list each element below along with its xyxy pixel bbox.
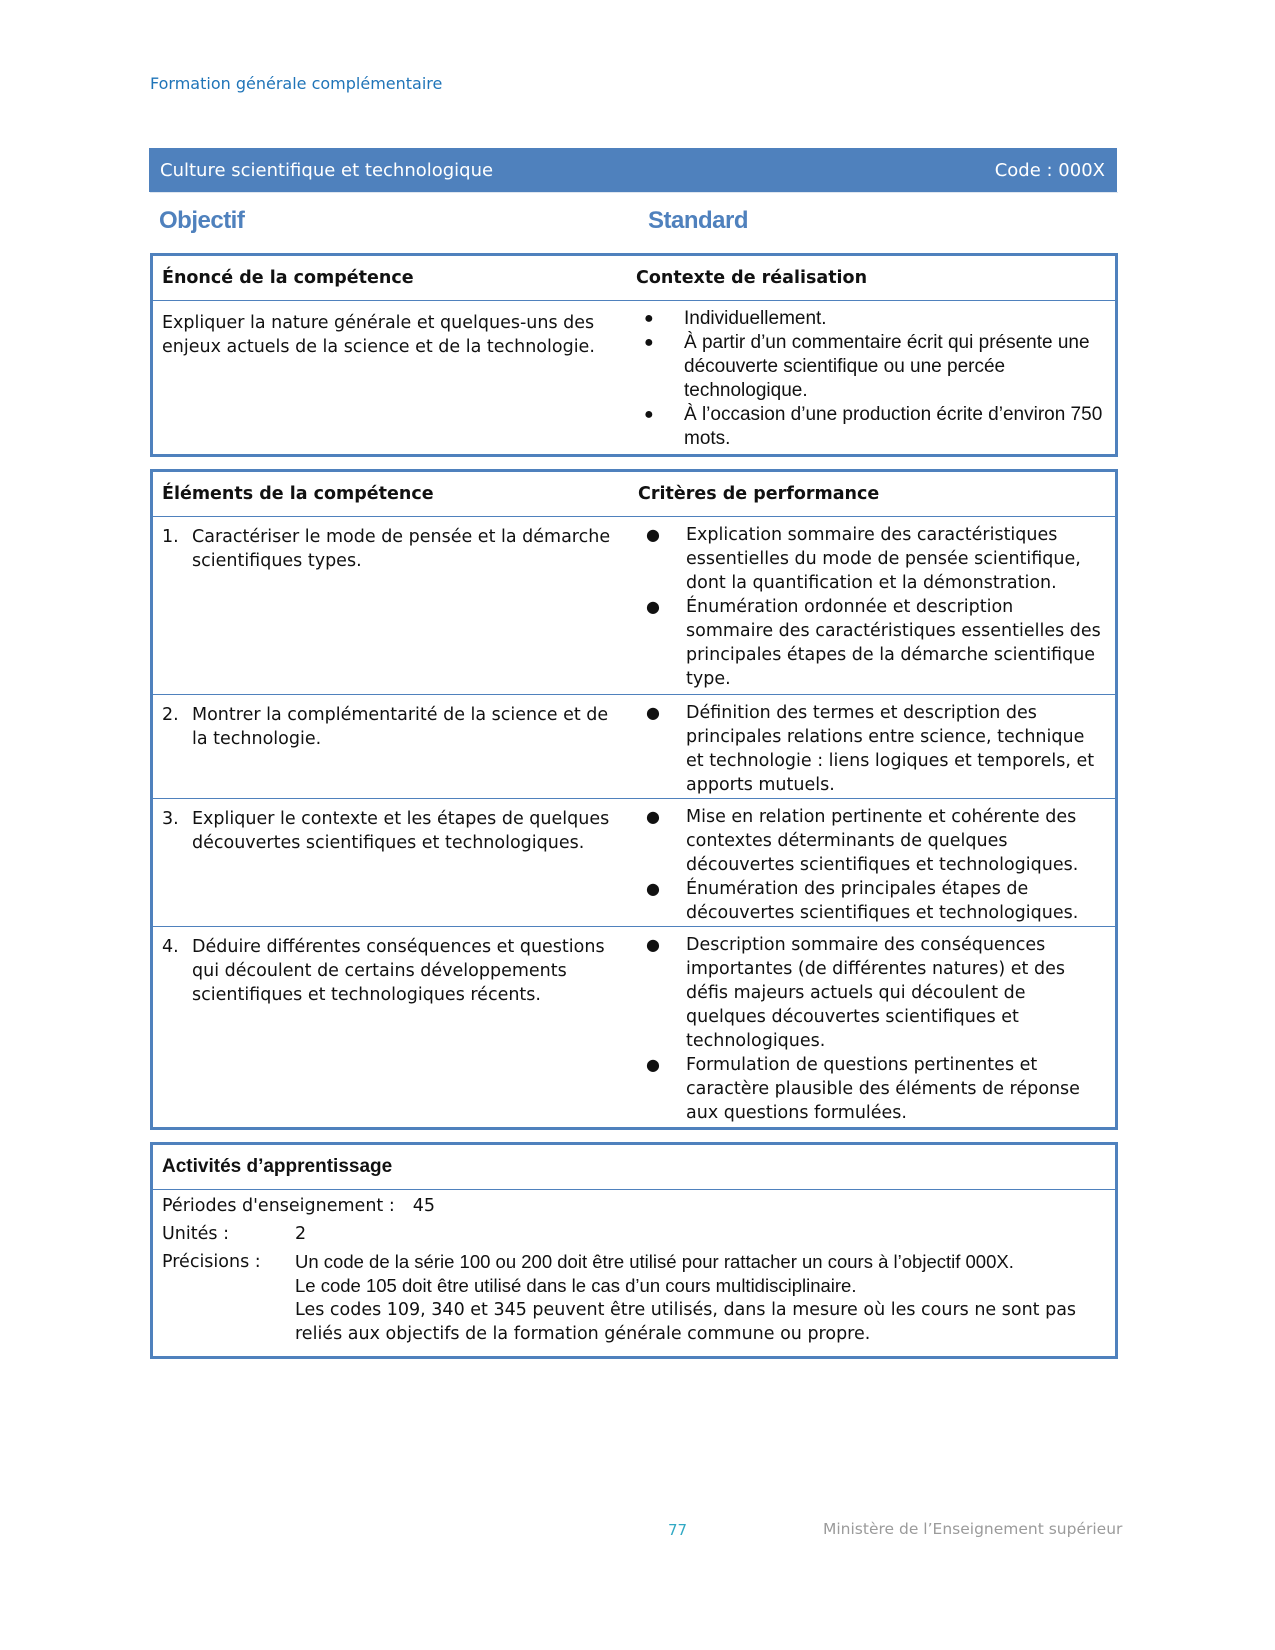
element-row bbox=[153, 695, 1115, 799]
enonce-header: Énoncé de la compétence bbox=[162, 268, 414, 288]
periods-row bbox=[162, 1194, 1103, 1218]
element-number: 1. bbox=[162, 527, 179, 547]
bullet-icon: ● bbox=[644, 310, 654, 327]
precision-line: Un code de la série 100 ou 200 doit être utilisé pour rattacher un cours à l’objectif 000X. bbox=[295, 1251, 1014, 1272]
element-cell bbox=[153, 799, 636, 926]
activities-header: Activités d’apprentissage bbox=[162, 1156, 393, 1177]
element-number: 3. bbox=[162, 809, 179, 829]
element-text: Caractériser le mode de pensée et la démarche scientifiques types. bbox=[192, 527, 611, 571]
element-number: 4. bbox=[162, 937, 179, 957]
objectif-heading: Objectif bbox=[159, 207, 245, 234]
element-row bbox=[153, 799, 1115, 927]
units-row bbox=[162, 1222, 1103, 1246]
element-text: Expliquer le contexte et les étapes de quelques découvertes scientifiques et technologiques. bbox=[192, 809, 610, 853]
course-code: Code : 000X bbox=[994, 159, 1105, 181]
precision-line: Le code 105 doit être utilisé dans le cas d’un cours multidisciplinaire. bbox=[295, 1275, 857, 1296]
competence-statement: Expliquer la nature générale et quelques-uns des enjeux actuels de la science et de la technologie. bbox=[162, 313, 595, 357]
bullet-icon: ● bbox=[646, 525, 660, 544]
criterion-item: ● Mise en relation pertinente et cohérente des contextes déterminants de quelques découvertes scientifiques et technologiques. bbox=[638, 805, 1103, 877]
context-item: ● Individuellement. bbox=[636, 307, 1103, 331]
precisions-label: Précisions : bbox=[162, 1252, 261, 1272]
element-cell bbox=[153, 695, 636, 798]
precisions-text bbox=[295, 1250, 1103, 1346]
bullet-icon: ● bbox=[644, 406, 654, 423]
criterion-item: ● Énumération des principales étapes de découvertes scientifiques et technologiques. bbox=[638, 877, 1103, 925]
criteria-cell bbox=[636, 799, 1115, 926]
elements-box bbox=[150, 469, 1118, 1130]
criteria-cell bbox=[636, 927, 1115, 1127]
running-head: Formation générale complémentaire bbox=[150, 74, 443, 93]
elements-header: Éléments de la compétence bbox=[162, 484, 434, 504]
bullet-icon: ● bbox=[646, 935, 660, 954]
element-text: Déduire différentes conséquences et questions qui découlent de certains développements scientifiques et technologiques récents. bbox=[192, 937, 605, 1005]
course-banner bbox=[149, 148, 1117, 192]
element-cell bbox=[153, 517, 636, 694]
footer-organization: Ministère de l’Enseignement supérieur bbox=[823, 1520, 1123, 1538]
element-row bbox=[153, 517, 1115, 695]
context-item: ● À partir d’un commentaire écrit qui présente une découverte scientifique ou une percée technologique. bbox=[636, 331, 1103, 403]
bullet-icon: ● bbox=[646, 1055, 660, 1074]
standard-heading: Standard bbox=[648, 207, 749, 234]
periods-value: 45 bbox=[412, 1196, 436, 1216]
criterion-item: ● Formulation de questions pertinentes et caractère plausible des éléments de réponse aux questions formulées. bbox=[638, 1053, 1103, 1125]
competence-box bbox=[150, 253, 1118, 457]
criteria-cell bbox=[636, 695, 1115, 798]
context-item: ● À l’occasion d’une production écrite d’environ 750 mots. bbox=[636, 403, 1103, 451]
bullet-icon: ● bbox=[646, 879, 660, 898]
elements-header-row bbox=[153, 472, 1115, 517]
activities-body bbox=[153, 1190, 1115, 1356]
column-titles bbox=[159, 207, 1119, 239]
course-title: Culture scientifique et technologique bbox=[160, 159, 494, 181]
activities-box bbox=[150, 1142, 1118, 1359]
criteria-cell bbox=[636, 517, 1115, 694]
element-number: 2. bbox=[162, 705, 179, 725]
units-value: 2 bbox=[295, 1224, 307, 1244]
context-list bbox=[636, 301, 1115, 454]
bullet-icon: ● bbox=[646, 807, 660, 826]
precision-line: Les codes 109, 340 et 345 peuvent être utilisés, dans la mesure où les cours ne sont pas reliés aux objectifs de la formation générale commune ou propre. bbox=[295, 1300, 1077, 1344]
bullet-icon: ● bbox=[646, 597, 660, 616]
precisions-row bbox=[162, 1250, 1103, 1346]
bullet-icon: ● bbox=[644, 334, 654, 351]
criteres-header: Critères de performance bbox=[638, 484, 880, 504]
element-row bbox=[153, 927, 1115, 1127]
element-text: Montrer la complémentarité de la science et de la technologie. bbox=[192, 705, 609, 749]
competence-header-row bbox=[153, 256, 1115, 301]
bullet-icon: ● bbox=[646, 703, 660, 722]
criterion-item: ● Énumération ordonnée et description sommaire des caractéristiques essentielles des principales étapes de la démarche scientifique type. bbox=[638, 595, 1103, 691]
criterion-item: ● Explication sommaire des caractéristiques essentielles du mode de pensée scientifique, dont la quantification et la démonstration. bbox=[638, 523, 1103, 595]
criterion-item: ● Définition des termes et description des principales relations entre science, technique et technologie : liens logiques et temporels, et apports mutuels. bbox=[638, 701, 1103, 797]
activities-header-row bbox=[153, 1145, 1115, 1190]
contexte-header: Contexte de réalisation bbox=[636, 268, 868, 288]
element-cell bbox=[153, 927, 636, 1127]
competence-row bbox=[153, 301, 1115, 454]
page-number: 77 bbox=[668, 1521, 688, 1539]
units-label: Unités : bbox=[162, 1224, 229, 1244]
banner-divider bbox=[150, 192, 1118, 193]
criterion-item: ● Description sommaire des conséquences importantes (de différentes natures) et des défis majeurs actuels qui découlent de quelques découvertes scientifiques et technologiques. bbox=[638, 933, 1103, 1053]
periods-label: Périodes d'enseignement : bbox=[162, 1196, 395, 1216]
